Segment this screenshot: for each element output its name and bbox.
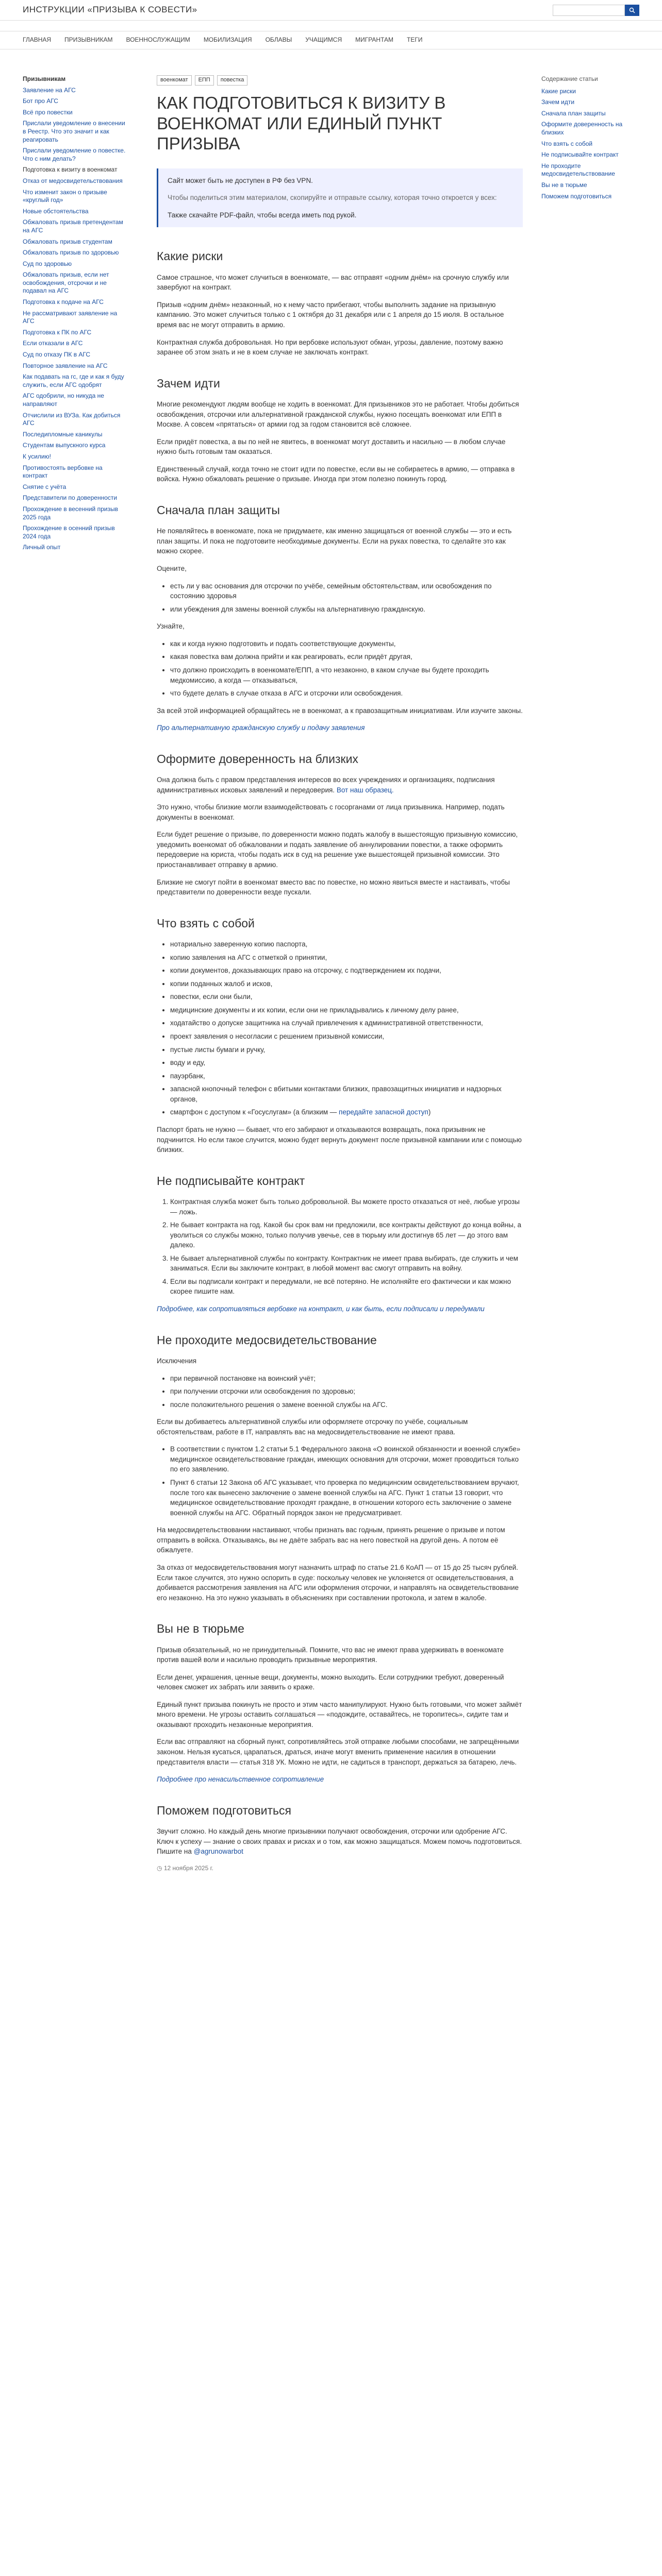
tag[interactable]: повестка	[217, 75, 248, 86]
paragraph: Призыв «одним днём» незаконный, но к нему часто прибегают, чтобы выполнить задание на призывную кампанию. Это может случиться только с 1 октября до 31 декабря или с 1 апреля до 15 июля. В остальное время вас не могут отправить в армию.	[157, 300, 504, 329]
sidebar-item[interactable]: Обжаловать призыв по здоровью	[23, 249, 119, 257]
notice-share: Чтобы поделиться этим материалом, скопируйте и отправьте ссылку, которая точно откроется у всех:	[168, 194, 497, 202]
updated-date	[157, 1864, 523, 1873]
list-item: • какая повестка вам должна прийти и как реагировать, если придёт другая,	[170, 652, 523, 662]
paragraph: На медосвидетельствовании настаивают, чтобы признать вас годным, принять решение о призыве и потом отправить в войска. Отказываясь, вы не даёте забрать вас на него повесткой на другой день. А потом её обжалуете.	[157, 1526, 505, 1554]
list-item: 3. Не бывает альтернативной службы по контракту. Контрактник не имеет права выбирать, где служить и чем заниматься. Если вы заключите контракт, в любой момент вас смогут отправить на войну.	[170, 1253, 523, 1274]
section-what-to-take-title: Что взять с собой	[157, 916, 255, 930]
clock-icon: ◷	[157, 1864, 162, 1872]
list-item: • копии поданных жалоб и исков,	[170, 979, 523, 989]
toc-heading: Содержание статьи	[541, 75, 598, 82]
list-item: • после положительного решения о замене военной службы на АГС.	[170, 1400, 523, 1410]
sidebar-item[interactable]: Прислали уведомление о внесении в Реестр. Что это значит и как реагировать	[23, 120, 125, 143]
search-box	[553, 5, 639, 16]
left-sidebar	[23, 75, 126, 1873]
sidebar-item[interactable]: Подготовка к ПК по АГС	[23, 328, 92, 336]
bullet-list	[170, 1374, 523, 1410]
toc-item[interactable]: Вы не в тюрьме	[541, 181, 587, 189]
section-not-prison-title: Вы не в тюрьме	[157, 1622, 244, 1636]
main-nav	[0, 31, 662, 49]
sidebar-item[interactable]: Не рассматривают заявление на АГС	[23, 309, 118, 325]
numbered-list	[170, 1197, 523, 1297]
section-risks-title: Какие риски	[157, 249, 223, 263]
paragraph: Если вы добиваетесь альтернативной службы или оформляете отсрочку по учёбе, социальным обстоятельствам, работе в IT, направлять вас на медосвидетельствование не имеют права.	[157, 1418, 468, 1436]
paragraph: Близкие не смогут пойти в военкомат вместо вас по повестке, но можно явиться вместе и настаивать, чтобы представители по доверенности везде пускали.	[157, 878, 510, 896]
sidebar-item[interactable]: Личный опыт	[23, 544, 61, 551]
ags-link[interactable]: Про альтернативную гражданскую службу и подачу заявления	[157, 724, 365, 732]
list-item-text: смартфон с доступом к «Госуслугам» (а близким —	[170, 1108, 337, 1116]
tag[interactable]: ЕПП	[195, 75, 214, 86]
paragraph: За всей этой информацией обращайтесь не в военкомат, а к правозащитным инициативам. Или изучите законы.	[157, 706, 523, 715]
top-bar	[0, 0, 662, 21]
paragraph: Если придёт повестка, а вы по ней не явитесь, в военкомат могут доставить и насильно — в любом случае нужно быть готовым там оказаться.	[157, 437, 506, 456]
list-item: • как и когда нужно подготовить и подать соответствующие документы,	[170, 639, 523, 649]
list-item: • при получении отсрочки или освобождения по здоровью;	[170, 1386, 523, 1397]
list-item: • копию заявления на АГС с отметкой о принятии,	[170, 953, 523, 963]
list-item: • есть ли у вас основания для отсрочки по учёбе, семейным обстоятельствам, или освобождения по состоянию здоровья	[170, 581, 523, 601]
paragraph: Единственный случай, когда точно не стоит идти по повестке, если вы не собираетесь в армию, — отправка в войска. Нужно обжаловать решение о призыве. Иногда при этом полезно покинуть город.	[157, 465, 515, 483]
list-item: • воду и еду,	[170, 1058, 523, 1068]
paragraph	[157, 775, 523, 795]
sidebar-item[interactable]: Студентам выпускного курса	[23, 442, 106, 449]
section-why-go-title: Зачем идти	[157, 376, 220, 390]
sidebar-item[interactable]: АГС одобрили, но никуда не направляют	[23, 392, 104, 408]
bot-link[interactable]: @agrunowarbot	[193, 1848, 243, 1856]
paragraph: Самое страшное, что может случиться в военкомате, — вас отправят «одним днём» на срочную службу или завербуют на контракт.	[157, 273, 509, 292]
nav-students[interactable]: УЧАЩИМСЯ	[305, 36, 342, 44]
paragraph: Контрактная служба добровольная. Но при вербовке используют обман, угрозы, давление, поэтому важно заранее об этом знать и не в коем случае не заключать контракт.	[157, 338, 503, 357]
list-item: • медицинские документы и их копии, если они не прикладывались к личному делу ранее,	[170, 1005, 523, 1015]
sidebar-item[interactable]: Новые обстоятельства	[23, 207, 89, 215]
nav-servicemen[interactable]: ВОЕННОСЛУЖАЩИМ	[126, 36, 190, 44]
list-item: • копии документов, доказывающих право на отсрочку, с подтверждением их подачи,	[170, 965, 523, 976]
notice-box	[157, 168, 523, 228]
notice-vpn: Сайт может быть не доступен в РФ без VPN.	[168, 176, 313, 184]
sidebar-item[interactable]: Повторное заявление на АГС	[23, 362, 108, 369]
paragraph-text: Она должна быть с правом представления интересов во всех учреждениях и организациях, подписания административных исковых заявлений и передоверия.	[157, 776, 495, 794]
list-item: 2. Не бывает контракта на год. Какой бы срок вам ни предложили, все контракты действуют до конца войны, а уволиться со службы можно, только получив увечье, сев в тюрьму или достигнув 65 лет — до этого вам далеко.	[170, 1220, 523, 1250]
sidebar-item[interactable]: Последипломные каникулы	[23, 430, 103, 438]
list-item: • или убеждения для замены военной службы на альтернативную гражданскую.	[170, 604, 523, 615]
sidebar-item[interactable]: Отказ от медосвидетельствования	[23, 177, 123, 184]
paragraph: Это нужно, чтобы близкие могли взаимодействовать с госорганами от лица призывника. Например, подать документы в военкомат.	[157, 803, 505, 821]
search-button[interactable]	[625, 5, 639, 16]
sidebar-item[interactable]: Обжаловать призыв студентам	[23, 238, 112, 245]
sample-link[interactable]: Вот наш образец.	[336, 786, 394, 794]
paragraph: Единый пункт призыва покинуть не просто и этим часто манипулируют. Нужно быть готовыми, что может займёт много времени. Не угрозы оставить соглашаться — «подождите, оставайтесь, не торопитесь», сидите там и оказывают проходить незаконные мероприятия.	[157, 1700, 522, 1728]
list-item: • Пункт 6 статьи 12 Закона об АГС указывает, что проверка по медицинским освидетельствованием вручают, после того как вынесено заключение о замене военной службы на АГС. Пункт 1 статьи 13 говорит, что медицинское освидетельствование проходят граждане, в отношении которого есть заключение о замене военной службы на АГС. Обратный порядок закон не предусматривает.	[170, 1478, 523, 1518]
toc-item[interactable]: Не проходите медосвидетельствование	[541, 162, 615, 178]
section-medical-title: Не проходите медосвидетельствование	[157, 1333, 377, 1347]
notice-pdf[interactable]: Также скачайте PDF-файл, чтобы всегда иметь под рукой.	[168, 211, 357, 219]
page-title: КАК ПОДГОТОВИТЬСЯ К ВИЗИТУ В ВОЕНКОМАТ ИЛИ ЕДИНЫЙ ПУНКТ ПРИЗЫВА	[157, 93, 446, 154]
sidebar-item[interactable]: Представители по доверенности	[23, 494, 118, 502]
list-item: • что должно происходить в военкомате/ЕПП, а что незаконно, в каком случае вы будете проходить медкомиссию, а когда — отказываться,	[170, 665, 523, 685]
paragraph: За отказ от медосвидетельствования могут назначить штраф по статье 21.6 КоАП — от 15 до 25 тысяч рублей. Если такое случится, это нужно оспорить в суде: поскольку человек не уклоняется от освидетельствования, а добивается рассмотрения заявления на АГС или оформления отсрочки, и направлять на освидетельствование его незаконно. На это нужно указывать в объяснениях при составлении протокола, и затем в жалобе.	[157, 1563, 519, 1602]
list-item: • что будете делать в случае отказа в АГС и отсрочки или освобождения.	[170, 688, 523, 699]
backup-access-link[interactable]: передайте запасной доступ	[339, 1108, 428, 1116]
right-sidebar	[541, 75, 639, 1873]
paragraph-link	[157, 1304, 523, 1314]
toc-item[interactable]: Что взять с собой	[541, 140, 593, 147]
paragraph-link	[157, 1774, 523, 1785]
toc-item[interactable]: Оформите доверенность на близких	[541, 121, 623, 136]
paragraph-text: Звучит сложно. Но каждый день многие призывники получают освобождения, отсрочки или одобрение АГС. Ключ к успеху — знание о своих правах и рисках и о том, как можно защищаться. Можем помочь подготовиться. Пишите на	[157, 1827, 522, 1856]
sidebar-item[interactable]: Прохождение в весенний призыв 2025 года	[23, 505, 118, 521]
bullet-list	[170, 581, 523, 615]
list-item: • при первичной постановке на воинский учёт;	[170, 1374, 523, 1384]
article	[157, 75, 523, 1873]
bullet-list	[170, 939, 523, 1117]
paragraph: Если будет решение о призыве, по доверенности можно подать жалобу в вышестоящую призывную комиссию, уведомить военкомат об обжаловании и подать заявление об аннулировании повестки, а также оформить передоверие на юриста, чтобы подать иск в суд на решение уже вышестоящей призывной комиссии. Это приостанавливает отправку в армию.	[157, 831, 518, 869]
toc-item[interactable]: Какие риски	[541, 87, 576, 95]
nav-migrants[interactable]: МИГРАНТАМ	[355, 36, 394, 44]
sidebar-item[interactable]: Снятие с учёта	[23, 483, 67, 490]
nav-home[interactable]: ГЛАВНАЯ	[23, 36, 52, 44]
toc-item[interactable]: Поможем подготовиться	[541, 192, 612, 200]
paragraph: Не появляйтесь в военкомате, пока не придумаете, как именно защищаться от военной службы — это и есть план защиты. И пока не подготовите необходимые документы. Если на руках повестка, то сделайте это как можно скорее.	[157, 527, 512, 555]
toc-item[interactable]: Зачем идти	[541, 98, 575, 106]
contract-link[interactable]: Подробнее, как сопротивляться вербовке на контракт, и как быть, если подписали и передумали	[157, 1305, 485, 1313]
bullet-list	[170, 639, 523, 699]
paragraph: Узнайте,	[157, 622, 185, 631]
list-item: • повестки, если они были,	[170, 992, 523, 1002]
toc-item[interactable]: Сначала план защиты	[541, 109, 606, 117]
list-item: • нотариально заверенную копию паспорта,	[170, 939, 523, 950]
site-title[interactable]: ИНСТРУКЦИИ «ПРИЗЫВА К СОВЕСТИ»	[23, 5, 197, 15]
nav-tags[interactable]: ТЕГИ	[407, 36, 423, 44]
nav-conscripts[interactable]: ПРИЗЫВНИКАМ	[64, 36, 113, 44]
section-power-of-attorney-title: Оформите доверенность на близких	[157, 752, 358, 766]
resistance-link[interactable]: Подробнее про ненасильственное сопротивление	[157, 1775, 324, 1784]
section-plan-title: Сначала план защиты	[157, 503, 280, 517]
paragraph-link	[157, 723, 523, 733]
sidebar-item[interactable]: Всё про повестки	[23, 108, 73, 116]
toc-item[interactable]: Не подписывайте контракт	[541, 151, 619, 159]
sidebar-item[interactable]: Если отказали в АГС	[23, 340, 83, 347]
sidebar-item[interactable]: Суд по здоровью	[23, 260, 72, 267]
paragraph: Если вас отправляют на сборный пункт, сопротивляйтесь этой отправке любыми способами, не запрещёнными законом. Нельзя кусаться, царапаться, драться, иначе могут вменить применение насилия в отношении представителя власти — статья 318 УК. Можно не идти, не садиться в транспорт, держаться за батарею, лечь.	[157, 1738, 519, 1766]
updated-date-text: 12 ноября 2025 г.	[163, 1864, 213, 1872]
sidebar-item[interactable]: Что изменит закон о призыве «круглый год»	[23, 188, 107, 204]
paragraph: Призыв обязательный, но не принудительный. Помните, что вас не имеют права удерживать в военкомате против вашей воли и насильно проводить призывные мероприятия.	[157, 1646, 504, 1664]
sidebar-item[interactable]: Как подавать на гс, где и как я буду служить, если АГС одобрят	[23, 373, 124, 388]
paragraph: Исключения	[157, 1357, 197, 1365]
sidebar-item[interactable]: Прохождение в осенний призыв 2024 года	[23, 524, 115, 540]
nav-mobilization[interactable]: МОБИЛИЗАЦИЯ	[203, 36, 252, 44]
sidebar-item[interactable]: Обжаловать призыв претендентам на АГС	[23, 218, 123, 234]
tag-list	[157, 75, 523, 86]
tag[interactable]: военкомат	[157, 75, 192, 86]
nav-raids[interactable]: ОБЛАВЫ	[265, 36, 292, 44]
search-input[interactable]	[553, 5, 625, 16]
section-help-title: Поможем подготовиться	[157, 1803, 291, 1817]
list-item: • запасной кнопочный телефон с вбитыми контактами близких, правозащитных инициатив и надзорных органов,	[170, 1084, 523, 1104]
paragraph: Паспорт брать не нужно — бывает, что его забирают и отказываются возвращать, пока призывник не подчинится. Но если такое случится, можно будет вернуть документ после призывной кампании или с помощью близких.	[157, 1125, 522, 1154]
list-item: • пауэрбанк,	[170, 1071, 523, 1081]
paragraph: Оцените,	[157, 565, 187, 572]
list-item: 1. Контрактная служба может быть только добровольной. Вы можете просто отказаться от неё, любые угрозы — ложь.	[170, 1197, 523, 1217]
list-item: • смартфон с доступом к «Госуслугам» (а близким — передайте запасной доступ)	[170, 1107, 523, 1117]
paragraph	[157, 1826, 523, 1857]
bullet-list	[170, 1444, 523, 1518]
sidebar-item[interactable]: Подготовка к подаче на АГС	[23, 298, 104, 306]
list-item: • пустые листы бумаги и ручку,	[170, 1045, 523, 1055]
sidebar-item[interactable]: Обжаловать призыв, если нет освобождения, отсрочки и не подавал на АГС	[23, 271, 109, 295]
sidebar-item[interactable]: Противостоять вербовке на контракт	[23, 464, 103, 480]
sidebar-item[interactable]: Заявление на АГС	[23, 86, 76, 94]
search-icon	[629, 7, 635, 13]
list-item: • проект заявления о несогласии с решением призывной комиссии,	[170, 1031, 523, 1042]
paragraph: Если денег, украшения, ценные вещи, документы, можно выходить. Если сотрудники требуют, доверенный человек сможет их забрать или заявить о краже.	[157, 1673, 504, 1691]
paragraph: Многие рекомендуют людям вообще не ходить в военкомат. Для призывников это не работает. Чтобы добиться освобождения, отсрочки или альтернативной гражданской службы, нужно посещать военкомат или ЕПП в Москве. А совсем «прятаться» от армии год за годом становится всё сложнее.	[157, 400, 519, 429]
sidebar-item[interactable]: Прислали уведомление о повестке. Что с ним делать?	[23, 147, 126, 162]
list-item: • В соответствии с пунктом 1.2 статьи 5.1 Федерального закона «О воинской обязанности и военной службе» медицинское освидетельствование граждан, имеющих основания для отсрочки, может проводиться только по его заявлению.	[170, 1444, 523, 1475]
sidebar-item[interactable]: Отчислили из ВУЗа. Как добиться АГС	[23, 411, 121, 427]
sidebar-item[interactable]: К усилию!	[23, 452, 51, 460]
section-contract-title: Не подписывайте контракт	[157, 1174, 305, 1188]
sidebar-item[interactable]: Суд по отказу ПК в АГС	[23, 351, 91, 359]
sidebar-item[interactable]: Бот про АГС	[23, 97, 58, 105]
sidebar-item-current[interactable]: Подготовка к визиту в военкомат	[23, 166, 118, 174]
left-sidebar-heading[interactable]: Призывникам	[23, 75, 66, 82]
list-item: • ходатайство о допуске защитника на случай привлечения к административной ответственности,	[170, 1018, 523, 1028]
list-item: 4. Если вы подписали контракт и передумали, не всё потеряно. Не исполняйте его фактически и как можно скорее пишите нам.	[170, 1277, 523, 1297]
